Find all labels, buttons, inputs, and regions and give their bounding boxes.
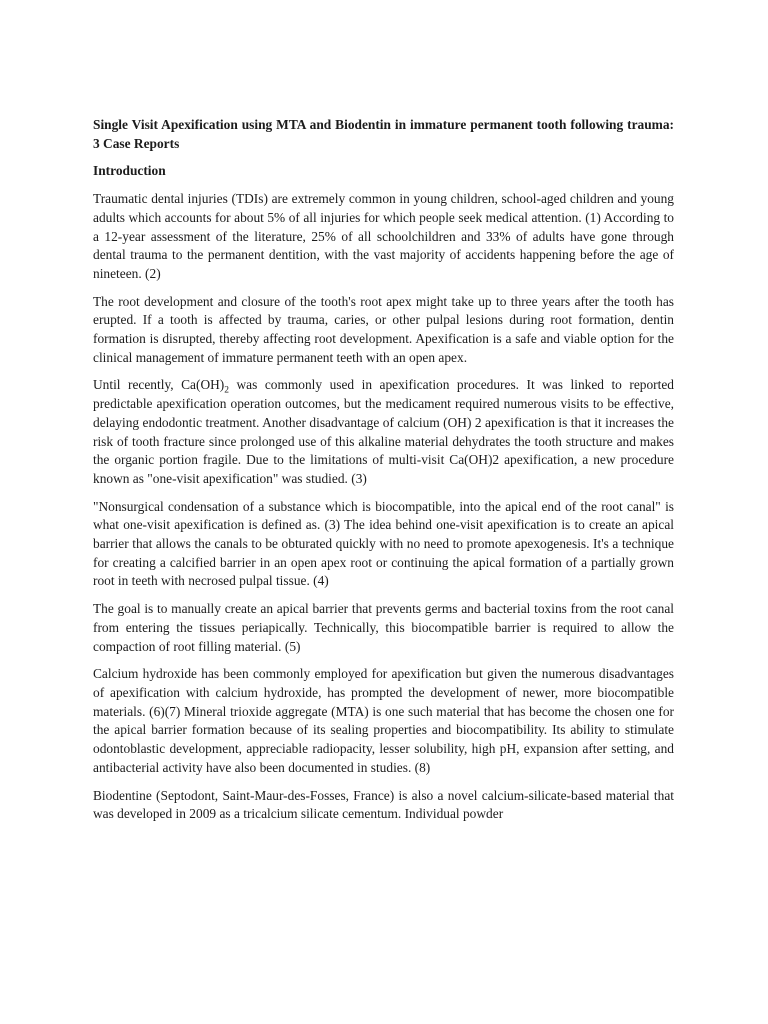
subscript-two: 2 [224,386,229,397]
paragraph-text-pre: Until recently, Ca(OH) [93,377,225,393]
section-heading: Introduction [93,163,166,179]
paragraph-text-post: was commonly used in apexification procedures. It was linked to reported predictable apexification operation outcomes, but the medicament required numerous visits to be effective, delaying endodontic treatment. Another disadvantage of calcium (OH) 2 apexification is that it increases the risk of tooth fracture since prolonged use of this alkaline material dehydrates the tooth structure and makes the organic portion fragile. Due to the limitations of multi-visit Ca(OH)2 apexification, a new procedure known as "one-visit apexification" was studied. (3) [93,377,674,486]
paragraph-root-development: The root development and closure of the tooth's root apex might take up to three years after the tooth has erupted. If a tooth is affected by trauma, caries, or other pulpal lesions during root formation, dentin formation is disrupted, thereby affecting root development. Apexification is a safe and viable option for the clinical management of immature permanent teeth with an open apex. [93,293,674,365]
document-title: Single Visit Apexification using MTA and Biodentin in immature permanent tooth following trauma: 3 Case Reports [93,117,674,151]
document-page [93,116,674,833]
paragraph-apical-barrier-goal: The goal is to manually create an apical barrier that prevents germs and bacterial toxins from the root canal from entering the tissues periapically. Technically, this biocompatible barrier is required to allow the compaction of root filling material. (5) [93,601,674,654]
paragraph-tdi-prevalence: Traumatic dental injuries (TDIs) are extremely common in young children, school-aged children and young adults which accounts for about 5% of all injuries for which people seek medical attention. (1) According to a 12-year assessment of the literature, 25% of all schoolchildren and 33% of adults have gone through dental trauma to the permanent dentition, with the vast majority of accidents happening before the age of nineteen. (2) [93,191,674,281]
paragraph-biodentine: Biodentine (Septodont, Saint-Maur-des-Fosses, France) is also a novel calcium-silicate-based material that was developed in 2009 as a tricalcium silicate cementum. Individual powder [93,787,674,822]
paragraph-calcium-hydroxide [93,376,674,488]
paragraph-one-visit-definition: "Nonsurgical condensation of a substance which is biocompatible, into the apical end of the root canal" is what one-visit apexification is defined as. (3) The idea behind one-visit apexification is to create an apical barrier that allows the canals to be obturated quickly with no need to promote apexogenesis. It's a technique for creating a calcified barrier in an open apex root or continuing the apical formation of a partially grown root in teeth with necrosed pulpal tissue. (4) [93,498,674,589]
paragraph-mta: Calcium hydroxide has been commonly employed for apexification but given the numerous disadvantages of apexification with calcium hydroxide, has prompted the development of newer, more biocompatible materials. (6)(7) Mineral trioxide aggregate (MTA) is one such material that has become the chosen one for the apical barrier formation because of its sealing properties and biocompatibility. Its ability to stimulate odontoblastic development, appreciable radiopacity, lesser solubility, high pH, expansion after setting, and antibacterial activity have also been documented in studies. (8) [93,666,674,775]
